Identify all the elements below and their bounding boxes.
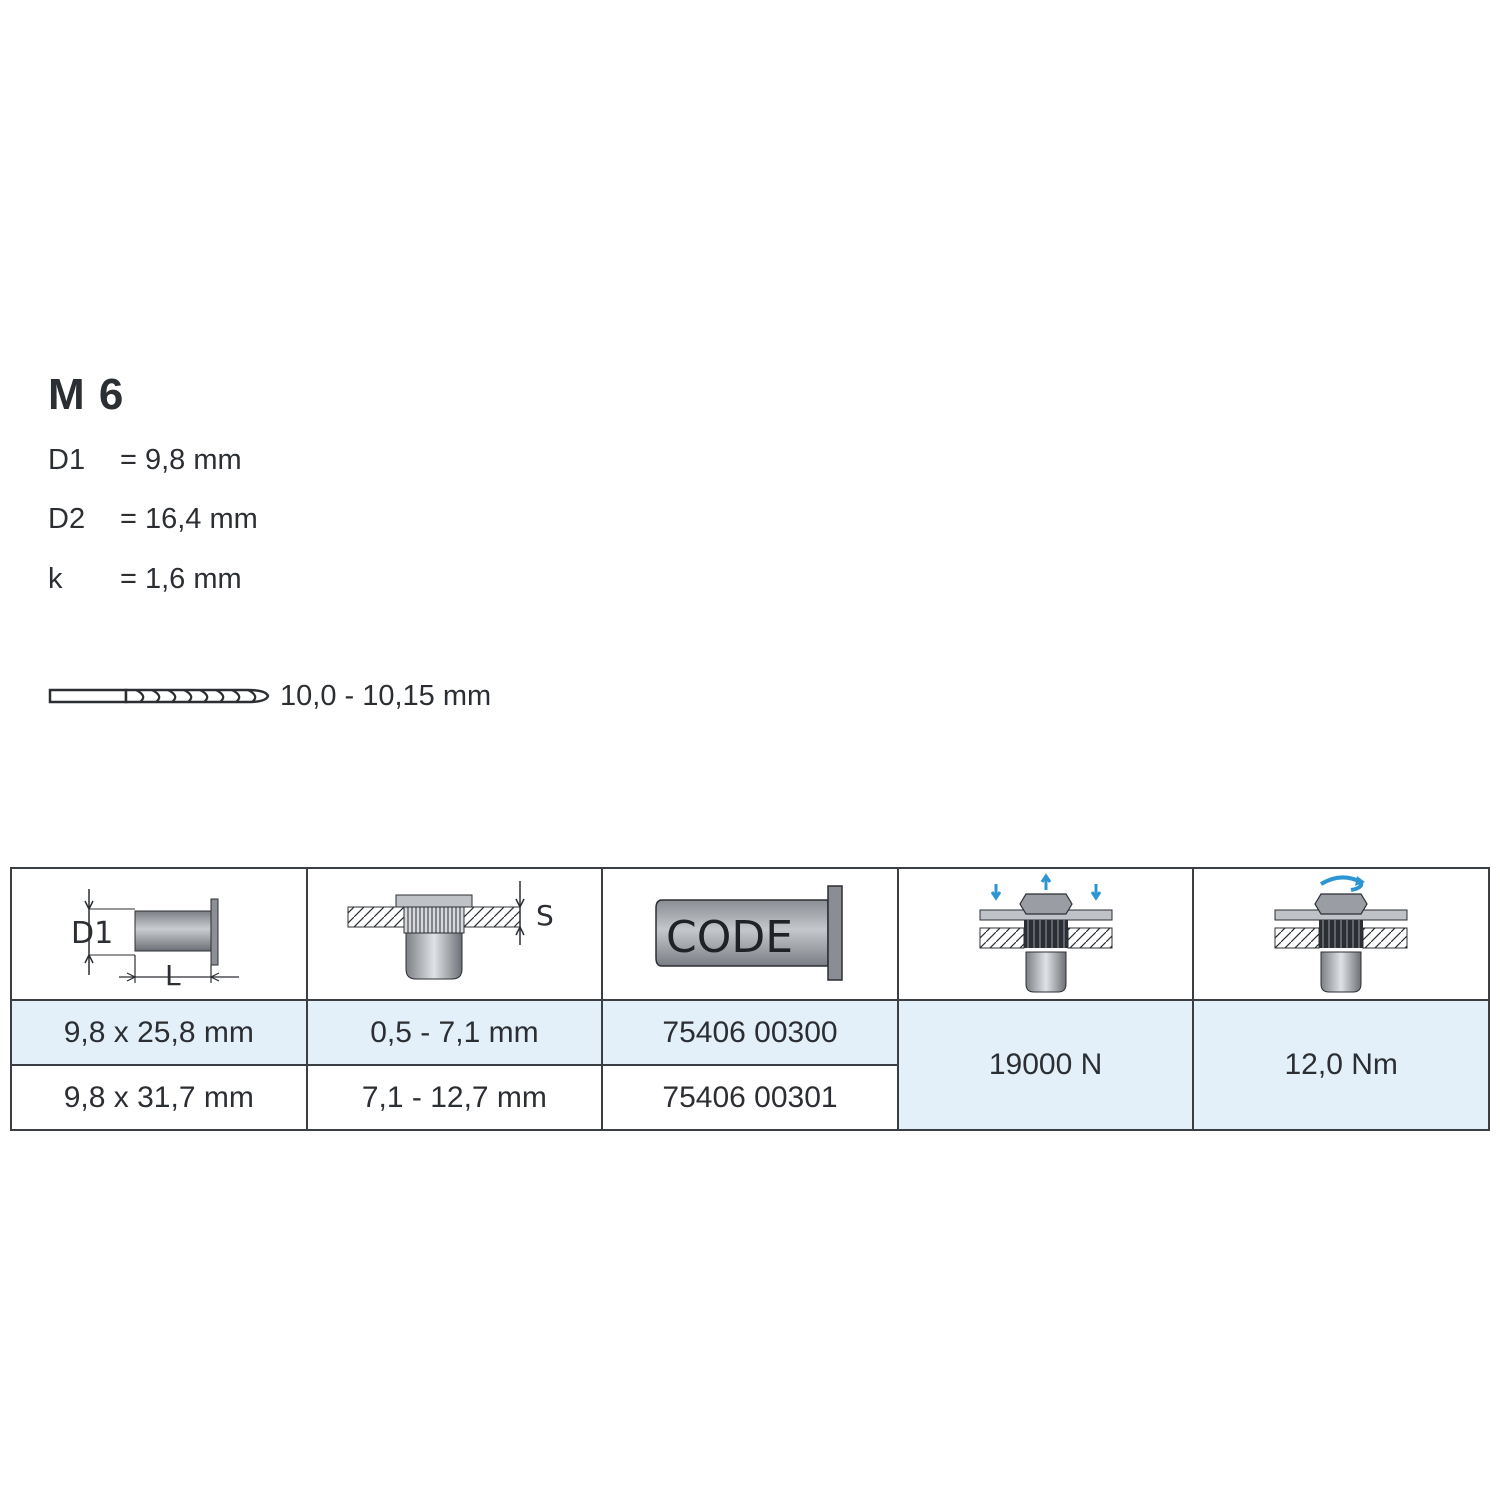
cell-grip: 7,1 - 12,7 mm (307, 1065, 603, 1130)
cell-tensile-force: 19000 N (898, 1000, 1194, 1130)
cell-code: 75406 00301 (602, 1065, 898, 1130)
header-dimensions (11, 868, 307, 1000)
spec-k (48, 563, 242, 596)
cell-dimensions: 9,8 x 25,8 mm (11, 1000, 307, 1065)
drill-spec (48, 676, 491, 716)
spec-key: k (48, 563, 63, 595)
code-text: CODE (665, 911, 794, 963)
d1-label: D1 (70, 916, 113, 951)
drill-diameter: 10,0 - 10,15 mm (280, 679, 492, 712)
spec-value: = 16,4 mm (120, 503, 258, 535)
table-header-row (11, 868, 1489, 1000)
l-label: L (164, 959, 181, 989)
spec-key: D1 (48, 444, 86, 476)
s-label: S (536, 898, 555, 932)
size-title: M 6 (48, 370, 125, 419)
grip-range-icon (344, 877, 564, 992)
header-code (602, 868, 898, 1000)
spec-d2 (48, 503, 258, 536)
spec-value: = 9,8 mm (120, 444, 242, 476)
cell-code: 75406 00300 (602, 1000, 898, 1065)
cell-dimensions: 9,8 x 31,7 mm (11, 1065, 307, 1130)
spec-value: = 1,6 mm (120, 563, 242, 595)
table-row (11, 1000, 1489, 1065)
cell-grip: 0,5 - 7,1 mm (307, 1000, 603, 1065)
header-grip (307, 868, 603, 1000)
code-label-icon (650, 882, 850, 987)
header-tensile (898, 868, 1194, 1000)
drill-bit-icon (48, 685, 270, 707)
header-torque (1193, 868, 1489, 1000)
rivet-nut-dimensions-icon (69, 879, 249, 989)
spec-key: D2 (48, 503, 86, 535)
spec-table (10, 867, 1490, 1131)
cell-torque: 12,0 Nm (1193, 1000, 1489, 1130)
torque-icon (1271, 872, 1411, 997)
spec-d1 (48, 444, 242, 477)
tensile-force-icon (976, 872, 1116, 997)
